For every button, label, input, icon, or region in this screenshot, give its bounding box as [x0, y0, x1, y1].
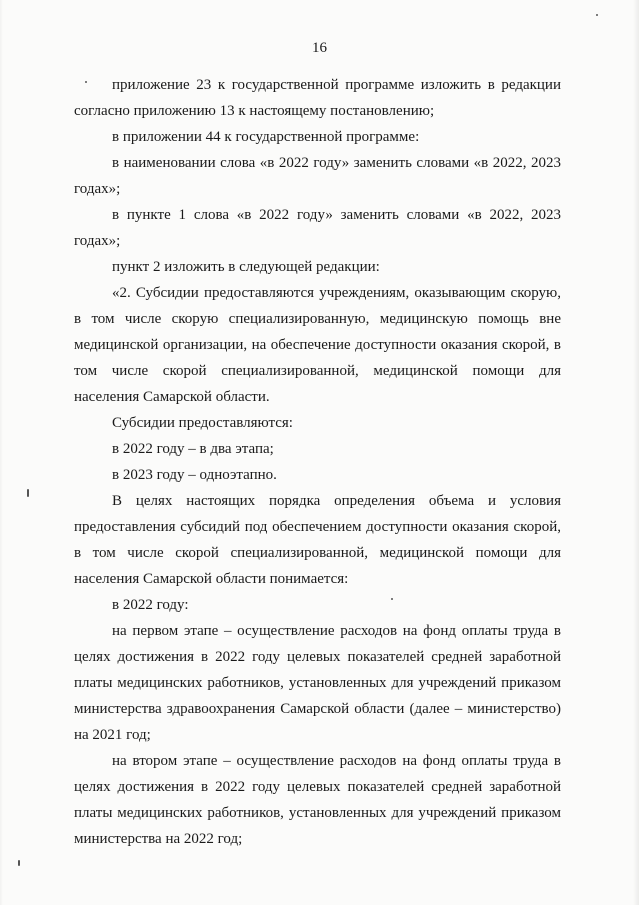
paragraph: в пункте 1 слова «в 2022 году» заменить словами «в 2022, 2023 годах»; — [74, 207, 561, 249]
scan-shadow-left — [0, 0, 3, 905]
paragraph: в 2023 году – одноэтапно. — [112, 467, 277, 483]
scan-speck — [391, 598, 393, 600]
scan-speck — [27, 489, 29, 497]
paragraph: пункт 2 изложить в следующей редакции: — [112, 259, 380, 275]
paragraph: на первом этапе – осуществление расходов на фонд оплаты труда в целях достижения в 2022 году целевых показателей средней заработной платы медицинских работников, установленных для учреждений приказом министерства здравоохранения Самарской области (далее – министерство) на 2021 год; — [74, 623, 561, 743]
scan-speck — [18, 860, 20, 866]
paragraph: в 2022 году: — [112, 597, 189, 613]
paragraph: «2. Субсидии предоставляются учреждениям, оказывающим скорую, в том числе скорую специализированную, медицинскую помощь вне медицинской организации, на обеспечение доступности оказания скорой, в том числе скорой специализированной, медицинской помощи для населения Самарской области. — [74, 285, 561, 405]
page-number: 16 — [312, 40, 327, 56]
paragraph: на втором этапе – осуществление расходов на фонд оплаты труда в целях достижения в 2022 году целевых показателей средней заработной платы медицинских работников, установленных для учреждений приказом министерства на 2022 год; — [74, 753, 561, 847]
paragraph: в наименовании слова «в 2022 году» заменить словами «в 2022, 2023 годах»; — [74, 155, 561, 197]
scan-shadow-right — [633, 0, 639, 905]
scan-speck — [85, 81, 87, 83]
paragraph: в 2022 году – в два этапа; — [112, 441, 274, 457]
paragraph: Субсидии предоставляются: — [112, 415, 293, 431]
paragraph: в приложении 44 к государственной программе: — [112, 129, 420, 145]
scan-speck — [596, 14, 598, 16]
paragraph: В целях настоящих порядка определения объема и условия предоставления субсидий под обеспечением доступности оказания скорой, в том числе скорой специализированной, медицинской помощи для населения Самарской области понимается: — [74, 493, 561, 587]
paragraph: приложение 23 к государственной программе изложить в редакции согласно приложению 13 к настоящему постановлению; — [74, 77, 561, 119]
document-body — [74, 72, 561, 852]
